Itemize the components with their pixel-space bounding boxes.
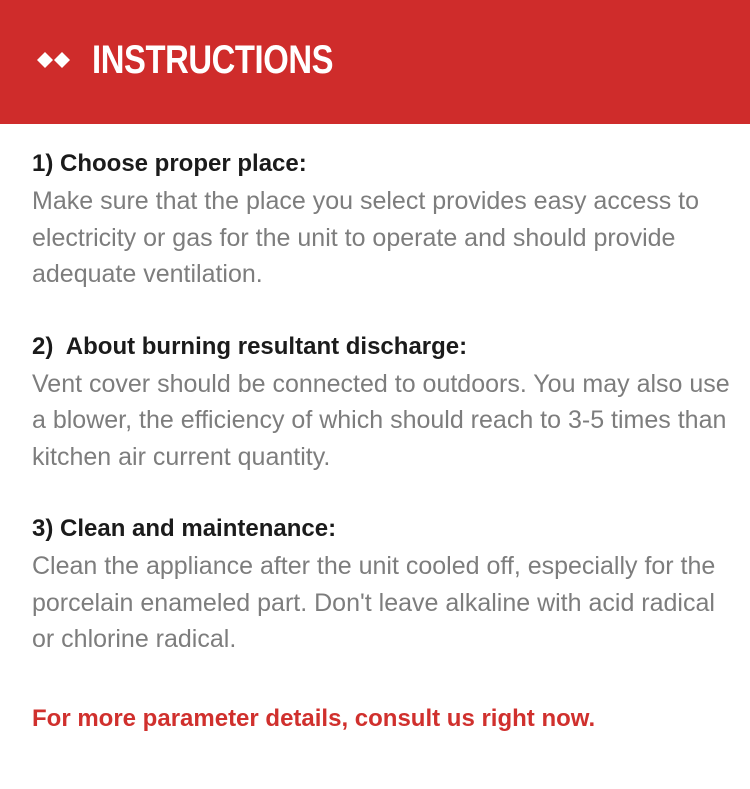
instruction-section-2 [32,329,732,476]
section-body: Clean the appliance after the unit cooled off, especially for the porcelain enameled part. Don't leave alkaline with acid radical or chlorine radical. [32,552,716,653]
instruction-section-3 [32,511,732,658]
page-title: INSTRUCTIONS [92,38,334,82]
section-heading: 2) About burning resultant discharge: [32,332,468,360]
instructions-content [32,146,732,694]
section-heading: 1) Choose proper place: [32,150,307,177]
instruction-section-1 [32,146,732,293]
double-diamond-icon [37,51,71,69]
instructions-header-banner [0,0,750,124]
section-body: Vent cover should be connected to outdoors. You may also use a blower, the efficiency of which should reach to 3-5 times than kitchen air current quantity. [32,369,730,471]
section-body: Make sure that the place you select provides easy access to electricity or gas for the unit to operate and should provide adequate ventilation. [32,187,700,288]
consult-call-to-action: For more parameter details, consult us right now. [32,705,596,732]
section-heading: 3) Clean and maintenance: [32,515,337,542]
